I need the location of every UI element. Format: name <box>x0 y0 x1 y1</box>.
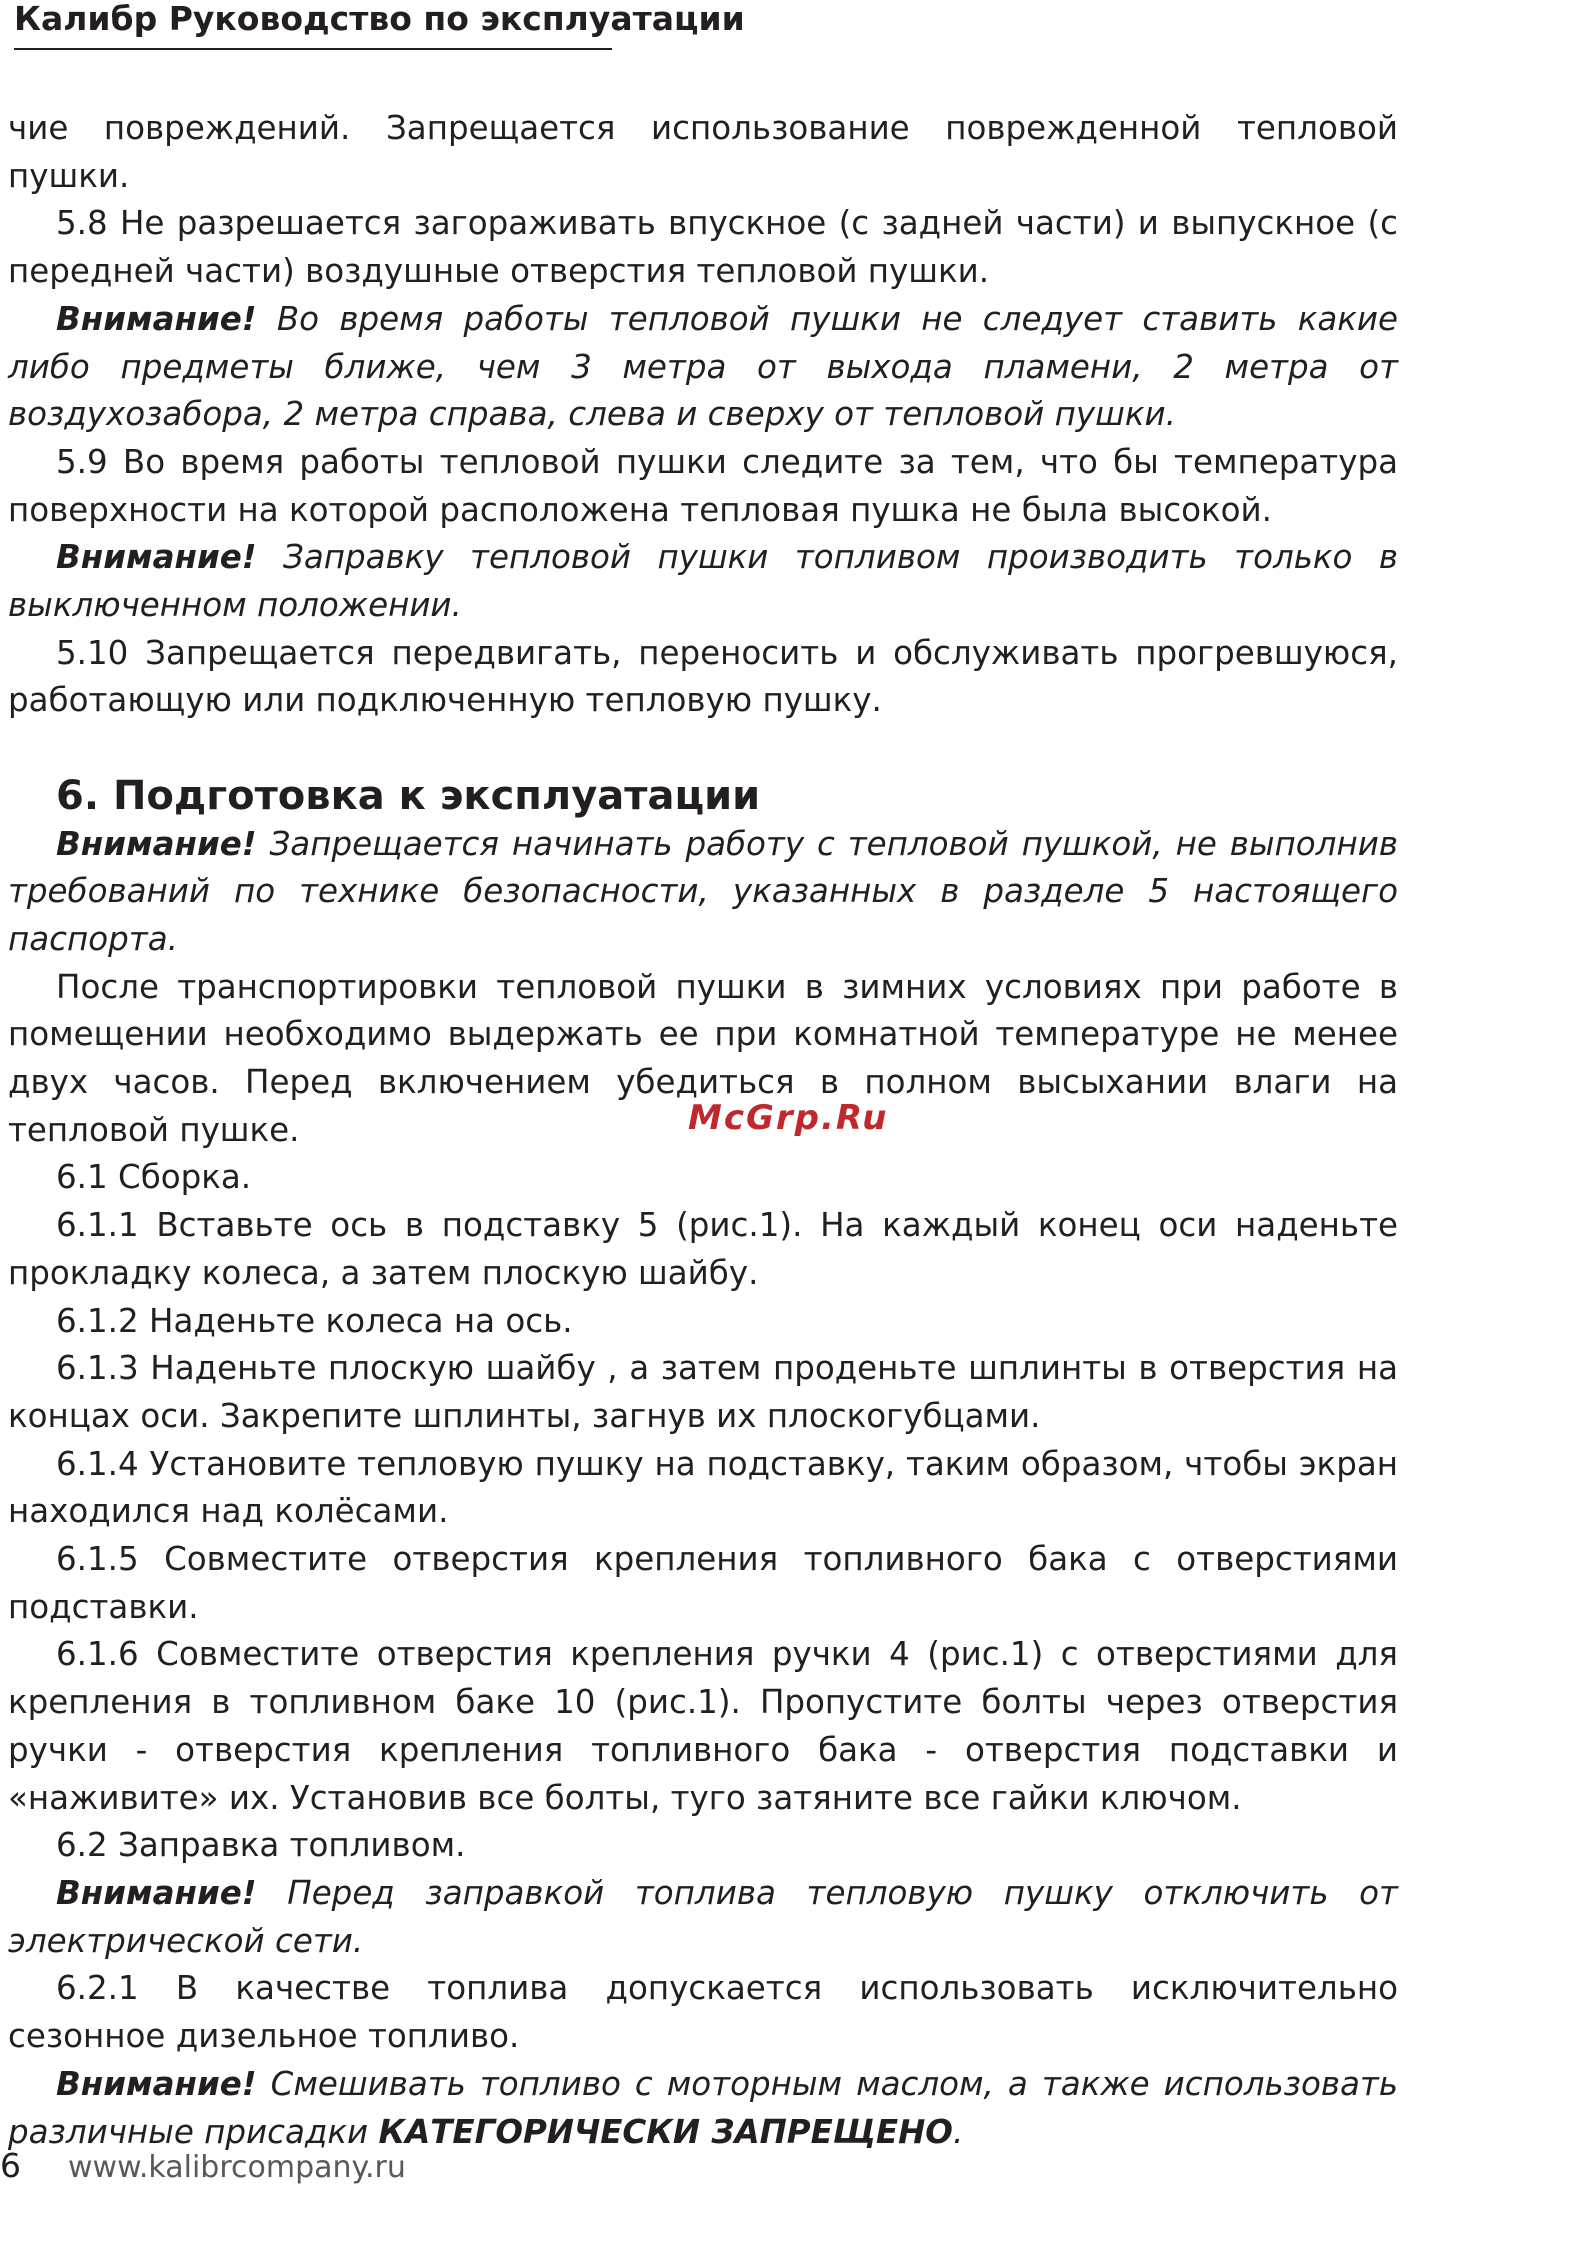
paragraph-6-2: 6.2 Заправка топливом. <box>56 1826 466 1865</box>
warning-text: Заправку тепловой пушки топливом производить только в выключенном положении. <box>8 538 1398 625</box>
warning-paragraph <box>8 821 1398 964</box>
warning-paragraph <box>8 534 1398 629</box>
warning-paragraph <box>8 1870 1398 1965</box>
warning-text: Перед заправкой топлива тепловую пушку отключить от электрической сети. <box>8 1874 1398 1960</box>
paragraph-transport: После транспортировки тепловой пушки в зимних условиях при работе в помещении необходимо выдержать ее при комнатной температуре не менее двух часов. Перед включением убедиться в полном высыхании влаги на тепловой пушке. <box>8 967 1398 1149</box>
warning-end: . <box>952 2112 964 2151</box>
paragraph-continuation: чие повреждений. Запрещается использование поврежденной тепловой пушки. <box>8 109 1398 195</box>
warning-label: Внимание! <box>56 299 257 338</box>
running-header <box>14 0 745 50</box>
warning-text: Во время работы тепловой пушки не следует ставить какие либо предметы ближе, чем 3 метра от выхода пламени, 2 метра от воздухозабора, 2 метра справа, слева и сверху от тепловой пушки. <box>8 299 1398 434</box>
paragraph-6-1-6: 6.1.6 Совместите отверстия крепления ручки 4 (рис.1) с отверстиями для крепления в топливном баке 10 (рис.1). Пропустите болты через отверстия ручки - отверстия крепления топливного бака - отверстия подставки и «наживите» их. Установив все болты, туго затяните все гайки ключом. <box>8 1635 1398 1817</box>
warning-label: Внимание! <box>56 1874 257 1912</box>
warning-paragraph <box>8 296 1398 439</box>
warning-text: Смешивать топливо с моторным маслом, а также использовать различные присадки <box>8 2064 1398 2151</box>
paragraph-6-1: 6.1 Сборка. <box>56 1158 252 1197</box>
warning-label: Внимание! <box>56 2064 257 2103</box>
warning-emphasis: КАТЕГОРИЧЕСКИ ЗАПРЕЩЕНО <box>378 2112 953 2151</box>
watermark: McGrp.Ru <box>688 1098 889 1138</box>
warning-paragraph <box>8 2061 1398 2156</box>
paragraph-6-1-2: 6.1.2 Наденьте колеса на ось. <box>56 1301 573 1340</box>
paragraph-6-1-3: 6.1.3 Наденьте плоскую шайбу , а затем проденьте шплинты в отверстия на концах оси. Закрепите шплинты, загнув их плоскогубцами. <box>8 1349 1398 1435</box>
header-title: Калибр Руководство по эксплуатации <box>14 0 745 38</box>
paragraph-5-10: 5.10 Запрещается передвигать, переносить и обслуживать прогревшуюся, работающую или подключенную тепловую пушку. <box>8 633 1398 720</box>
paragraph-5-8: 5.8 Не разрешается загораживать впускное (с задней части) и выпускное (с передней части) воздушные отверстия тепловой пушки. <box>8 204 1398 291</box>
warning-text: Запрещается начинать работу с тепловой пушкой, не выполнив требований по технике безопасности, указанных в разделе 5 настоящего паспорта. <box>8 824 1398 958</box>
section-heading: 6. Подготовка к эксплуатации <box>56 772 761 819</box>
page-number: 6 <box>0 2146 21 2185</box>
paragraph-6-1-1: 6.1.1 Вставьте ось в подставку 5 (рис.1). На каждый конец оси наденьте прокладку колеса, а затем плоскую шайбу. <box>8 1206 1398 1292</box>
paragraph-6-2-1: 6.2.1 В качестве топлива допускается использовать исключительно сезонное дизельное топливо. <box>8 1969 1398 2056</box>
paragraph-6-1-5: 6.1.5 Совместите отверстия крепления топливного бака с отверстиями подставки. <box>8 1540 1398 1626</box>
warning-label: Внимание! <box>56 538 257 577</box>
paragraph-5-9: 5.9 Во время работы тепловой пушки следите за тем, что бы температура поверхности на которой расположена тепловая пушка не была высокой. <box>8 442 1398 529</box>
paragraph-6-1-4: 6.1.4 Установите тепловую пушку на подставку, таким образом, чтобы экран находился над колёсами. <box>8 1444 1398 1531</box>
warning-label: Внимание! <box>56 824 257 863</box>
footer-url: www.kalibrcompany.ru <box>68 2150 406 2185</box>
